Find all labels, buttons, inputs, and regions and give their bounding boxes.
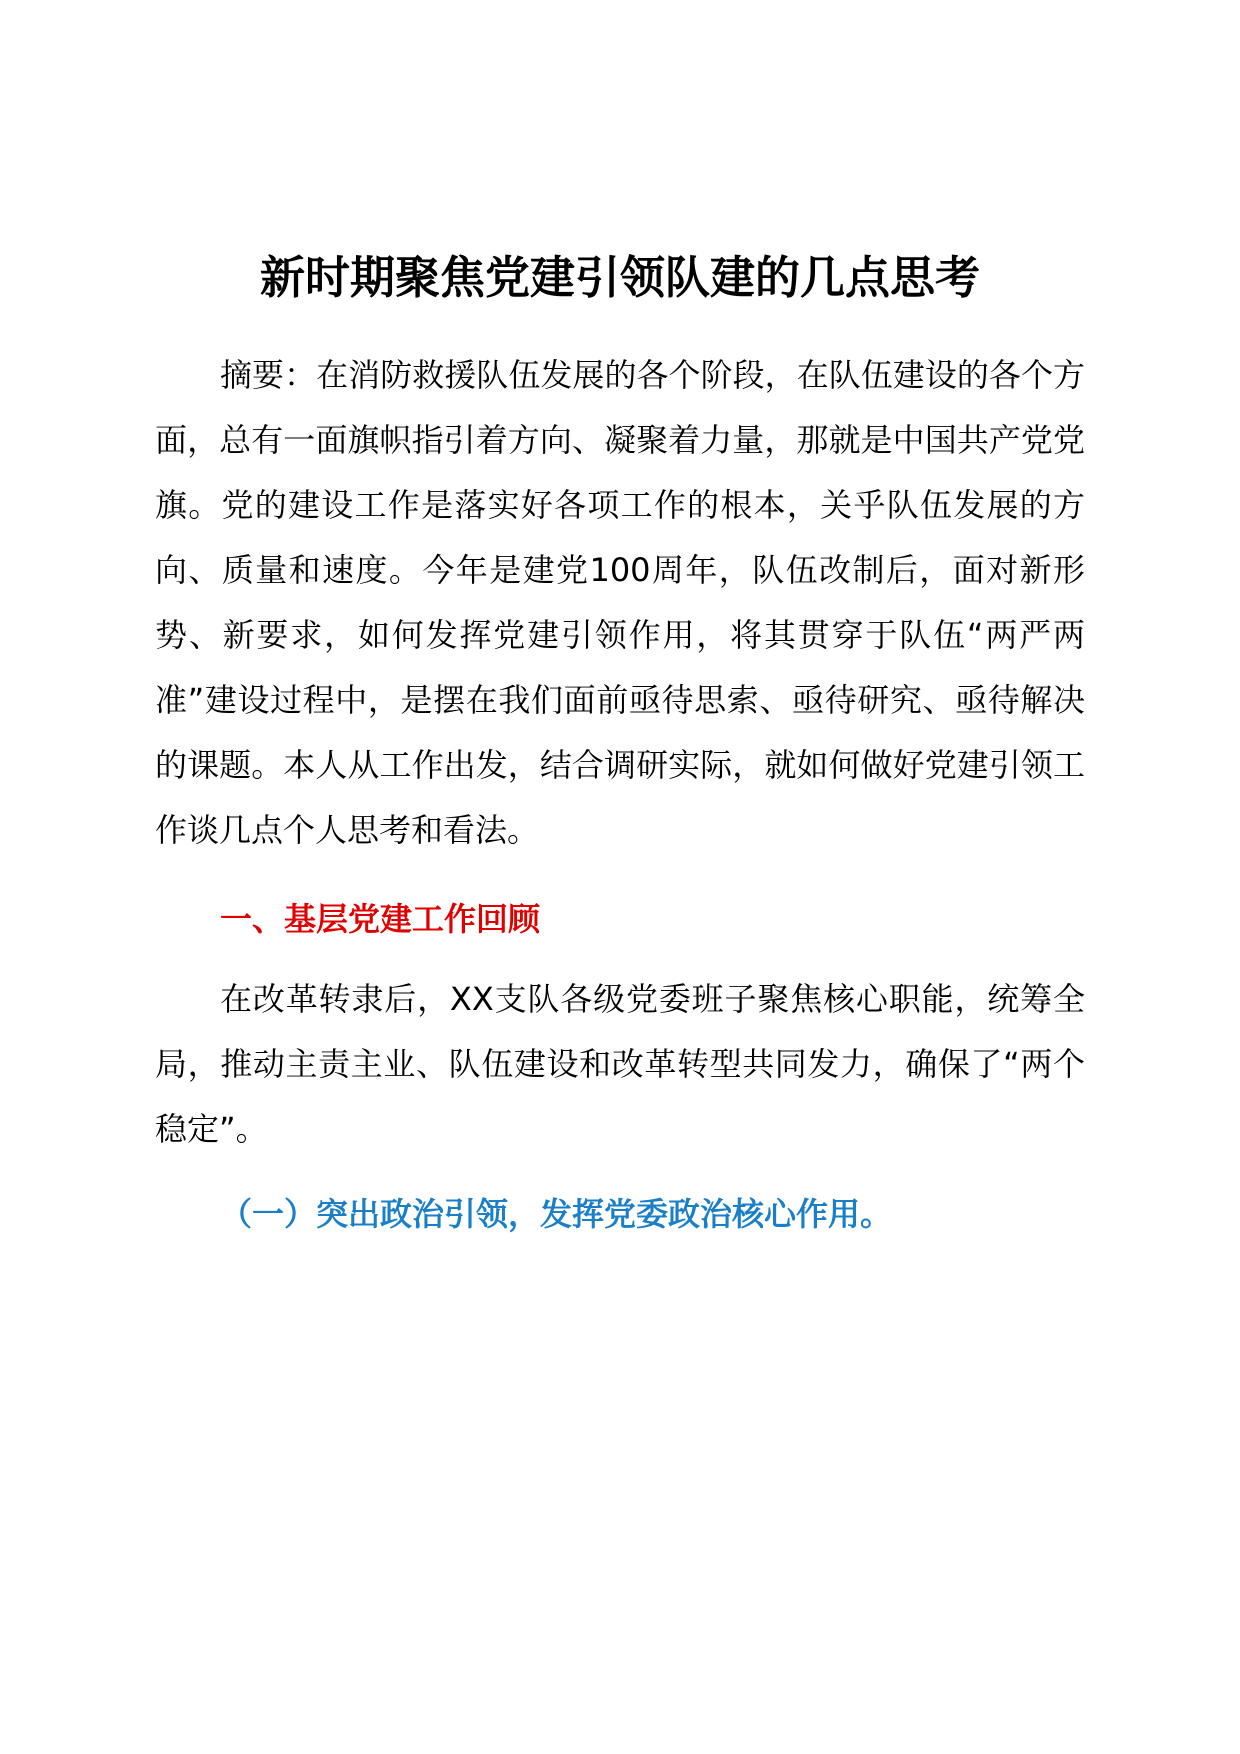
abstract-paragraph: 摘要：在消防救援队伍发展的各个阶段，在队伍建设的各个方面，总有一面旗帜指引着方向、凝聚着力量，那就是中国共产党党旗。党的建设工作是落实好各项工作的根本，关乎队伍发展的方向、质量和速度。今年是建党100周年，队伍改制后，面对新形势、新要求，如何发挥党建引领作用，将其贯穿于队伍“两严两准”建设过程中，是摆在我们面前亟待思索、亟待研究、亟待解决的课题。本人从工作出发，结合调研实际，就如何做好党建引领工作谈几点个人思考和看法。 (155, 356, 1085, 849)
section-heading-1: 一、基层党建工作回顾 (220, 900, 541, 938)
section-1-paragraph: 在改革转隶后，XX支队各级党委班子聚焦核心职能，统筹全局，推动主责主业、队伍建设和改革转型共同发力，确保了“两个稳定”。 (155, 980, 1085, 1148)
subsection-heading-1: （一）突出政治引领，发挥党委政治核心作用。 (220, 1195, 893, 1233)
document-title: 新时期聚焦党建引领队建的几点思考 (259, 251, 980, 304)
